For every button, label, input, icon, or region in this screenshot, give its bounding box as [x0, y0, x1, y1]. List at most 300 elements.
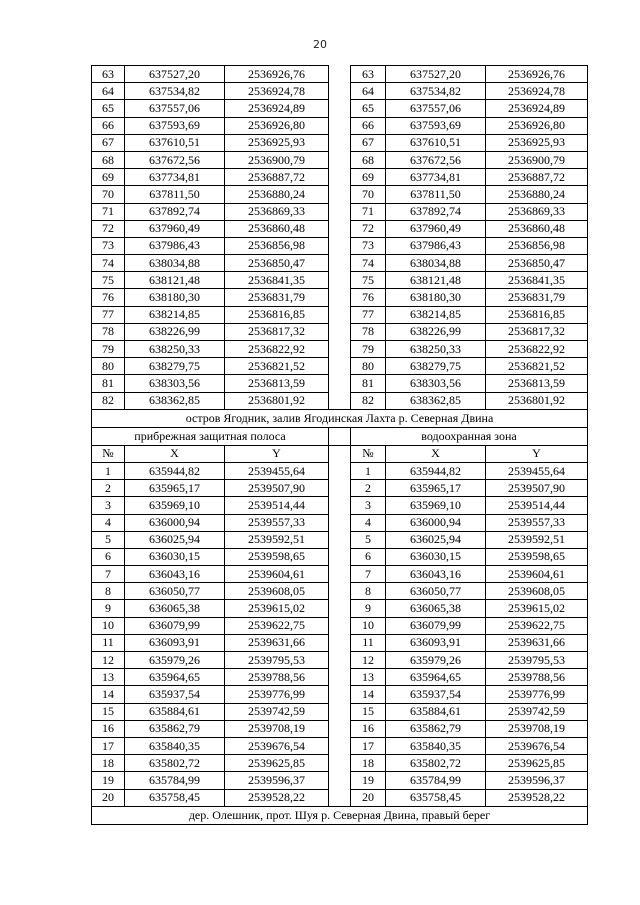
gap-cell	[329, 323, 351, 340]
left-cell-y: 2539795,53	[225, 652, 329, 669]
left-cell-y: 2536869,33	[225, 203, 329, 220]
table-row	[92, 548, 588, 565]
right-cell-y: 2536822,92	[486, 341, 588, 358]
right-cell-x: 637527,20	[386, 66, 486, 83]
right-cell-x: 635784,99	[386, 772, 486, 789]
table-row	[92, 669, 588, 686]
left-cell-x: 635802,72	[125, 755, 225, 772]
left-cell-n: 75	[92, 272, 125, 289]
gap-cell	[329, 462, 351, 479]
right-cell-x: 638121,48	[386, 272, 486, 289]
right-cell-y: 2536813,59	[486, 375, 588, 392]
right-cell-x: 635884,61	[386, 703, 486, 720]
left-cell-n: 66	[92, 117, 125, 134]
left-cell-n: 72	[92, 220, 125, 237]
gap-cell	[329, 237, 351, 254]
left-cell-x: 635840,35	[125, 737, 225, 754]
right-cell-n: 12	[351, 652, 386, 669]
table-row	[92, 323, 588, 340]
left-cell-y: 2539514,44	[225, 497, 329, 514]
left-cell-x: 638180,30	[125, 289, 225, 306]
left-cell-n: 65	[92, 100, 125, 117]
left-cell-y: 2539742,59	[225, 703, 329, 720]
right-cell-n: 5	[351, 531, 386, 548]
left-cell-x: 637734,81	[125, 169, 225, 186]
table-row	[92, 203, 588, 220]
left-cell-x: 638034,88	[125, 255, 225, 272]
right-cell-x: 635965,17	[386, 480, 486, 497]
right-cell-x: 637960,49	[386, 220, 486, 237]
right-cell-y: 2539795,53	[486, 652, 588, 669]
right-cell-x: 636093,91	[386, 634, 486, 651]
right-cell-n: 7	[351, 566, 386, 583]
right-cell-x: 636030,15	[386, 548, 486, 565]
left-cell-x: 636050,77	[125, 583, 225, 600]
right-cell-x: 638180,30	[386, 289, 486, 306]
left-cell-x: 635969,10	[125, 497, 225, 514]
gap-cell	[329, 703, 351, 720]
left-cell-x: 635937,54	[125, 686, 225, 703]
footer-section	[92, 806, 588, 824]
section-header	[92, 409, 588, 462]
right-cell-y: 2539598,65	[486, 548, 588, 565]
left-cell-y: 2539596,37	[225, 772, 329, 789]
left-cell-y: 2539708,19	[225, 720, 329, 737]
header-gap-cell	[329, 445, 351, 462]
gap-cell	[329, 186, 351, 203]
right-cell-y: 2536817,32	[486, 323, 588, 340]
left-cell-n: 5	[92, 531, 125, 548]
right-cell-x: 635979,26	[386, 652, 486, 669]
bottom-rows-body	[92, 462, 588, 806]
left-cell-n: 74	[92, 255, 125, 272]
right-cell-y: 2536925,93	[486, 134, 588, 151]
left-cell-y: 2536900,79	[225, 151, 329, 168]
left-cell-n: 18	[92, 755, 125, 772]
left-cell-y: 2536816,85	[225, 306, 329, 323]
gap-cell	[329, 100, 351, 117]
left-header-x: X	[125, 445, 225, 462]
left-cell-y: 2536822,92	[225, 341, 329, 358]
gap-cell	[329, 117, 351, 134]
right-cell-y: 2536801,92	[486, 392, 588, 409]
left-cell-x: 638214,85	[125, 306, 225, 323]
right-cell-y: 2539514,44	[486, 497, 588, 514]
gap-cell	[329, 669, 351, 686]
table-row	[92, 117, 588, 134]
gap-cell	[329, 686, 351, 703]
right-cell-x: 637593,69	[386, 117, 486, 134]
table-row	[92, 83, 588, 100]
right-cell-n: 78	[351, 323, 386, 340]
gap-cell	[329, 548, 351, 565]
left-cell-n: 8	[92, 583, 125, 600]
gap-cell	[329, 169, 351, 186]
left-cell-y: 2536926,76	[225, 66, 329, 83]
right-header-x: X	[386, 445, 486, 462]
left-cell-x: 637610,51	[125, 134, 225, 151]
right-cell-n: 17	[351, 737, 386, 754]
right-cell-x: 638226,99	[386, 323, 486, 340]
left-cell-y: 2536926,80	[225, 117, 329, 134]
right-cell-n: 74	[351, 255, 386, 272]
table-row	[92, 703, 588, 720]
left-cell-x: 635758,45	[125, 789, 225, 806]
gap-cell	[329, 151, 351, 168]
table-row	[92, 237, 588, 254]
left-cell-n: 7	[92, 566, 125, 583]
right-cell-x: 636043,16	[386, 566, 486, 583]
gap-cell	[329, 255, 351, 272]
right-cell-y: 2539455,64	[486, 462, 588, 479]
right-cell-x: 635944,82	[386, 462, 486, 479]
right-cell-y: 2539528,22	[486, 789, 588, 806]
left-cell-x: 637986,43	[125, 237, 225, 254]
left-cell-x: 635862,79	[125, 720, 225, 737]
gap-cell	[329, 583, 351, 600]
left-cell-y: 2539676,54	[225, 737, 329, 754]
left-cell-x: 635884,61	[125, 703, 225, 720]
left-cell-x: 636093,91	[125, 634, 225, 651]
table-row	[92, 66, 588, 83]
right-cell-x: 636025,94	[386, 531, 486, 548]
left-cell-n: 17	[92, 737, 125, 754]
right-cell-n: 8	[351, 583, 386, 600]
right-cell-n: 6	[351, 548, 386, 565]
right-cell-n: 70	[351, 186, 386, 203]
left-cell-x: 636000,94	[125, 514, 225, 531]
right-cell-y: 2539592,51	[486, 531, 588, 548]
right-cell-x: 638303,56	[386, 375, 486, 392]
right-cell-y: 2536924,78	[486, 83, 588, 100]
right-cell-n: 75	[351, 272, 386, 289]
section-title-row	[92, 409, 588, 427]
right-cell-y: 2536926,80	[486, 117, 588, 134]
right-cell-y: 2539708,19	[486, 720, 588, 737]
right-cell-x: 637892,74	[386, 203, 486, 220]
left-cell-n: 2	[92, 480, 125, 497]
left-cell-y: 2536924,89	[225, 100, 329, 117]
right-cell-x: 635802,72	[386, 755, 486, 772]
gap-cell	[329, 772, 351, 789]
gap-cell	[329, 272, 351, 289]
right-cell-y: 2536924,89	[486, 100, 588, 117]
right-cell-y: 2539615,02	[486, 600, 588, 617]
right-cell-y: 2536856,98	[486, 237, 588, 254]
left-cell-y: 2536801,92	[225, 392, 329, 409]
gap-cell	[329, 392, 351, 409]
left-cell-n: 73	[92, 237, 125, 254]
gap-cell	[329, 66, 351, 83]
left-header-y: Y	[225, 445, 329, 462]
left-cell-x: 636065,38	[125, 600, 225, 617]
left-cell-x: 637811,50	[125, 186, 225, 203]
right-cell-n: 16	[351, 720, 386, 737]
footer-title-row	[92, 806, 588, 824]
right-cell-n: 79	[351, 341, 386, 358]
right-cell-n: 81	[351, 375, 386, 392]
right-cell-n: 77	[351, 306, 386, 323]
right-cell-y: 2539776,99	[486, 686, 588, 703]
left-cell-y: 2536817,32	[225, 323, 329, 340]
right-cell-y: 2536841,35	[486, 272, 588, 289]
right-cell-x: 636000,94	[386, 514, 486, 531]
gap-cell	[329, 358, 351, 375]
gap-cell	[329, 737, 351, 754]
left-cell-n: 9	[92, 600, 125, 617]
left-cell-y: 2536813,59	[225, 375, 329, 392]
left-zone-title: прибрежная защитная полоса	[92, 427, 329, 445]
gap-cell	[329, 289, 351, 306]
right-cell-n: 11	[351, 634, 386, 651]
gap-cell	[329, 497, 351, 514]
gap-cell	[329, 634, 351, 651]
right-cell-x: 638250,33	[386, 341, 486, 358]
right-cell-x: 636079,99	[386, 617, 486, 634]
left-cell-y: 2539622,75	[225, 617, 329, 634]
right-cell-y: 2539622,75	[486, 617, 588, 634]
coordinates-table	[91, 65, 588, 825]
left-cell-n: 80	[92, 358, 125, 375]
left-cell-x: 636030,15	[125, 548, 225, 565]
left-cell-y: 2539776,99	[225, 686, 329, 703]
gap-cell	[329, 203, 351, 220]
table-row	[92, 789, 588, 806]
right-cell-y: 2539608,05	[486, 583, 588, 600]
table-row	[92, 375, 588, 392]
right-cell-n: 2	[351, 480, 386, 497]
gap-cell	[329, 600, 351, 617]
table-row	[92, 220, 588, 237]
left-cell-x: 635944,82	[125, 462, 225, 479]
right-cell-y: 2539631,66	[486, 634, 588, 651]
right-zone-title: водоохранная зона	[351, 427, 588, 445]
right-cell-y: 2536887,72	[486, 169, 588, 186]
gap-cell	[329, 375, 351, 392]
right-cell-x: 637672,56	[386, 151, 486, 168]
right-cell-n: 65	[351, 100, 386, 117]
right-cell-y: 2536880,24	[486, 186, 588, 203]
table-row	[92, 652, 588, 669]
table-row	[92, 306, 588, 323]
right-cell-x: 638214,85	[386, 306, 486, 323]
right-cell-n: 20	[351, 789, 386, 806]
right-cell-x: 636050,77	[386, 583, 486, 600]
left-cell-y: 2536821,52	[225, 358, 329, 375]
left-cell-y: 2539507,90	[225, 480, 329, 497]
left-cell-x: 637892,74	[125, 203, 225, 220]
right-cell-x: 637811,50	[386, 186, 486, 203]
page-number: 20	[313, 38, 327, 51]
right-cell-y: 2536850,47	[486, 255, 588, 272]
left-cell-x: 638226,99	[125, 323, 225, 340]
right-cell-n: 10	[351, 617, 386, 634]
right-cell-n: 68	[351, 151, 386, 168]
right-header-n: №	[351, 445, 386, 462]
table-row	[92, 358, 588, 375]
left-cell-y: 2536887,72	[225, 169, 329, 186]
right-cell-y: 2539604,61	[486, 566, 588, 583]
left-cell-y: 2539455,64	[225, 462, 329, 479]
right-cell-n: 19	[351, 772, 386, 789]
left-cell-n: 3	[92, 497, 125, 514]
gap-cell	[329, 652, 351, 669]
left-cell-n: 13	[92, 669, 125, 686]
left-cell-n: 76	[92, 289, 125, 306]
left-cell-y: 2536856,98	[225, 237, 329, 254]
left-cell-y: 2539528,22	[225, 789, 329, 806]
right-cell-n: 80	[351, 358, 386, 375]
left-cell-n: 10	[92, 617, 125, 634]
left-cell-x: 636043,16	[125, 566, 225, 583]
table-row	[92, 600, 588, 617]
table-row	[92, 169, 588, 186]
right-cell-n: 14	[351, 686, 386, 703]
right-cell-n: 3	[351, 497, 386, 514]
left-cell-n: 16	[92, 720, 125, 737]
left-cell-y: 2536850,47	[225, 255, 329, 272]
left-cell-n: 68	[92, 151, 125, 168]
left-cell-x: 637527,20	[125, 66, 225, 83]
right-cell-n: 9	[351, 600, 386, 617]
right-cell-x: 637534,82	[386, 83, 486, 100]
left-cell-n: 19	[92, 772, 125, 789]
left-cell-x: 637960,49	[125, 220, 225, 237]
left-cell-y: 2539625,85	[225, 755, 329, 772]
gap-cell	[329, 789, 351, 806]
zone-gap-cell	[329, 427, 351, 445]
zone-titles-row	[92, 427, 588, 445]
table-row	[92, 531, 588, 548]
left-cell-x: 637534,82	[125, 83, 225, 100]
left-cell-x: 636079,99	[125, 617, 225, 634]
right-cell-n: 69	[351, 169, 386, 186]
left-cell-y: 2539788,56	[225, 669, 329, 686]
left-cell-x: 638250,33	[125, 341, 225, 358]
left-cell-n: 67	[92, 134, 125, 151]
gap-cell	[329, 341, 351, 358]
right-cell-x: 637986,43	[386, 237, 486, 254]
table-row	[92, 737, 588, 754]
right-cell-x: 635862,79	[386, 720, 486, 737]
left-cell-n: 82	[92, 392, 125, 409]
right-cell-x: 635758,45	[386, 789, 486, 806]
gap-cell	[329, 755, 351, 772]
right-cell-n: 67	[351, 134, 386, 151]
left-cell-y: 2536924,78	[225, 83, 329, 100]
right-cell-y: 2536869,33	[486, 203, 588, 220]
table-row	[92, 497, 588, 514]
left-cell-n: 64	[92, 83, 125, 100]
left-cell-n: 11	[92, 634, 125, 651]
left-cell-x: 635979,26	[125, 652, 225, 669]
table-row	[92, 255, 588, 272]
left-cell-x: 635965,17	[125, 480, 225, 497]
left-cell-n: 14	[92, 686, 125, 703]
left-cell-x: 637672,56	[125, 151, 225, 168]
left-cell-n: 12	[92, 652, 125, 669]
table-row	[92, 583, 588, 600]
left-cell-n: 15	[92, 703, 125, 720]
right-cell-y: 2536926,76	[486, 66, 588, 83]
left-cell-x: 636025,94	[125, 531, 225, 548]
table-row	[92, 151, 588, 168]
gap-cell	[329, 514, 351, 531]
gap-cell	[329, 480, 351, 497]
left-cell-x: 638362,85	[125, 392, 225, 409]
table-row	[92, 772, 588, 789]
right-cell-x: 635840,35	[386, 737, 486, 754]
right-cell-y: 2536860,48	[486, 220, 588, 237]
gap-cell	[329, 83, 351, 100]
right-cell-n: 72	[351, 220, 386, 237]
table-row	[92, 289, 588, 306]
left-cell-y: 2536831,79	[225, 289, 329, 306]
right-cell-y: 2539596,37	[486, 772, 588, 789]
left-header-n: №	[92, 445, 125, 462]
left-cell-y: 2536925,93	[225, 134, 329, 151]
right-cell-n: 66	[351, 117, 386, 134]
right-cell-x: 638362,85	[386, 392, 486, 409]
left-cell-n: 77	[92, 306, 125, 323]
table-row	[92, 341, 588, 358]
table-row	[92, 686, 588, 703]
right-cell-n: 82	[351, 392, 386, 409]
gap-cell	[329, 720, 351, 737]
right-cell-n: 13	[351, 669, 386, 686]
right-cell-y: 2539788,56	[486, 669, 588, 686]
right-cell-y: 2539742,59	[486, 703, 588, 720]
right-cell-y: 2539625,85	[486, 755, 588, 772]
table-row	[92, 100, 588, 117]
left-cell-n: 63	[92, 66, 125, 83]
right-cell-x: 635964,65	[386, 669, 486, 686]
left-cell-x: 637593,69	[125, 117, 225, 134]
table-row	[92, 186, 588, 203]
left-cell-y: 2539557,33	[225, 514, 329, 531]
left-cell-y: 2536860,48	[225, 220, 329, 237]
right-cell-x: 638279,75	[386, 358, 486, 375]
left-cell-x: 637557,06	[125, 100, 225, 117]
right-cell-n: 76	[351, 289, 386, 306]
left-cell-n: 6	[92, 548, 125, 565]
table-row	[92, 755, 588, 772]
table-row	[92, 134, 588, 151]
right-cell-n: 73	[351, 237, 386, 254]
right-cell-x: 638034,88	[386, 255, 486, 272]
left-cell-n: 70	[92, 186, 125, 203]
right-cell-n: 63	[351, 66, 386, 83]
gap-cell	[329, 220, 351, 237]
left-cell-y: 2539615,02	[225, 600, 329, 617]
right-cell-n: 64	[351, 83, 386, 100]
right-cell-n: 71	[351, 203, 386, 220]
table-row	[92, 514, 588, 531]
left-cell-x: 638279,75	[125, 358, 225, 375]
right-cell-y: 2539507,90	[486, 480, 588, 497]
column-header-row	[92, 445, 588, 462]
right-cell-x: 637734,81	[386, 169, 486, 186]
left-cell-n: 81	[92, 375, 125, 392]
left-cell-y: 2539592,51	[225, 531, 329, 548]
right-cell-x: 637610,51	[386, 134, 486, 151]
right-cell-y: 2539676,54	[486, 737, 588, 754]
table-row	[92, 634, 588, 651]
left-cell-n: 1	[92, 462, 125, 479]
left-cell-y: 2536880,24	[225, 186, 329, 203]
gap-cell	[329, 566, 351, 583]
left-cell-n: 71	[92, 203, 125, 220]
